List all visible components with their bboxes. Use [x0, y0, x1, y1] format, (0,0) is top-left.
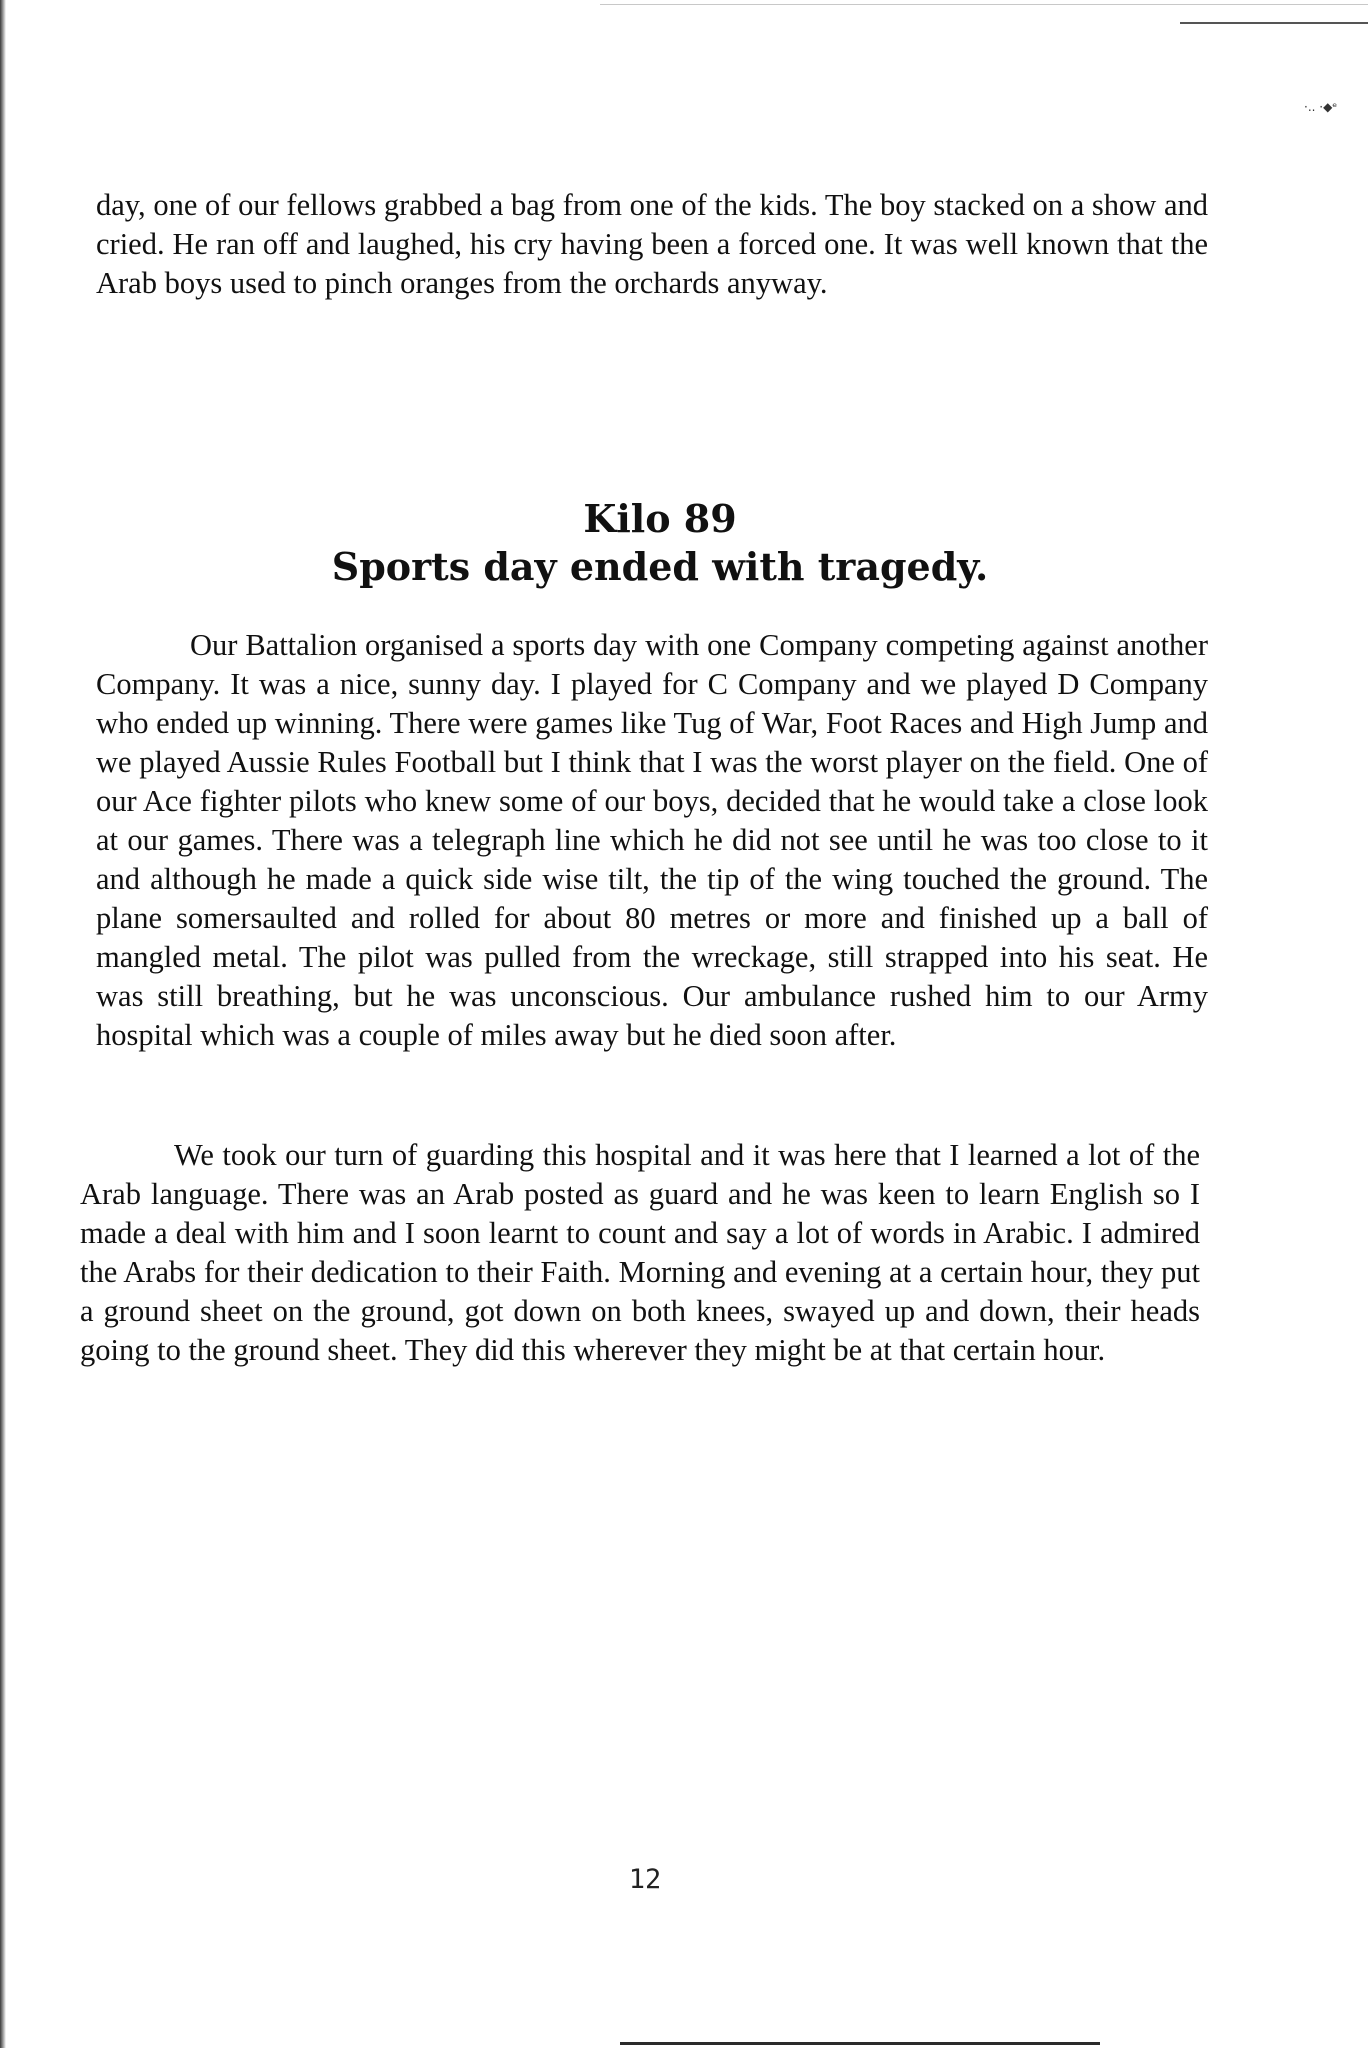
top-rule: [1180, 22, 1368, 24]
chapter-subtitle: Sports day ended with tragedy.: [331, 544, 989, 589]
body-paragraph-hospital: We took our turn of guarding this hospital and it was here that I learned a lot of the Arab language. There was an Arab posted as guard and he was keen to learn English so I made a deal with him and I soon learnt to count and say a lot of words in Arabic. I admired the Arabs for their dedication to their Faith. Morning and evening at a certain hour, they put a ground sheet on the ground, got down on both knees, swayed up and down, their heads going to the ground sheet. They did this wherever they might be at that certain hour.: [80, 1138, 1200, 1367]
body-paragraph-sports-day: Our Battalion organised a sports day with one Company competing against another Company. It was a nice, sunny day. I played for C Company and we played D Company who ended up winning. There were games like Tug of War, Foot Races and High Jump and we played Aussie Rules Football but I think that I was the worst player on the field. One of our Ace fighter pilots who knew some of our boys, decided that he would take a close look at our games. There was a telegraph line which he did not see until he was too close to it and although he made a quick side wise tilt, the tip of the wing touched the ground. The plane somersaulted and rolled for about 80 metres or more and finished up a ball of mangled metal. The pilot was pulled from the wreckage, still strapped into his seat. He was still breathing, but he was unconscious. Our ambulance rushed him to our Army hospital which was a couple of miles away but he died soon after.: [96, 628, 1208, 1052]
scan-speck-mark: ·.. ·◆ᵉ: [1304, 100, 1338, 114]
bottom-scan-edge: [620, 2042, 1100, 2045]
binding-shadow: [0, 0, 6, 2048]
continued-paragraph: day, one of our fellows grabbed a bag from one of the kids. The boy stacked on a show and cried. He ran off and laughed, his cry having been a forced one. It was well known that the Arab boys used to pinch oranges from the orchards anyway.: [96, 188, 1208, 300]
chapter-title: Kilo 89: [583, 496, 737, 541]
page-number: 12: [628, 1864, 662, 1895]
top-scan-edge: [600, 4, 1368, 5]
